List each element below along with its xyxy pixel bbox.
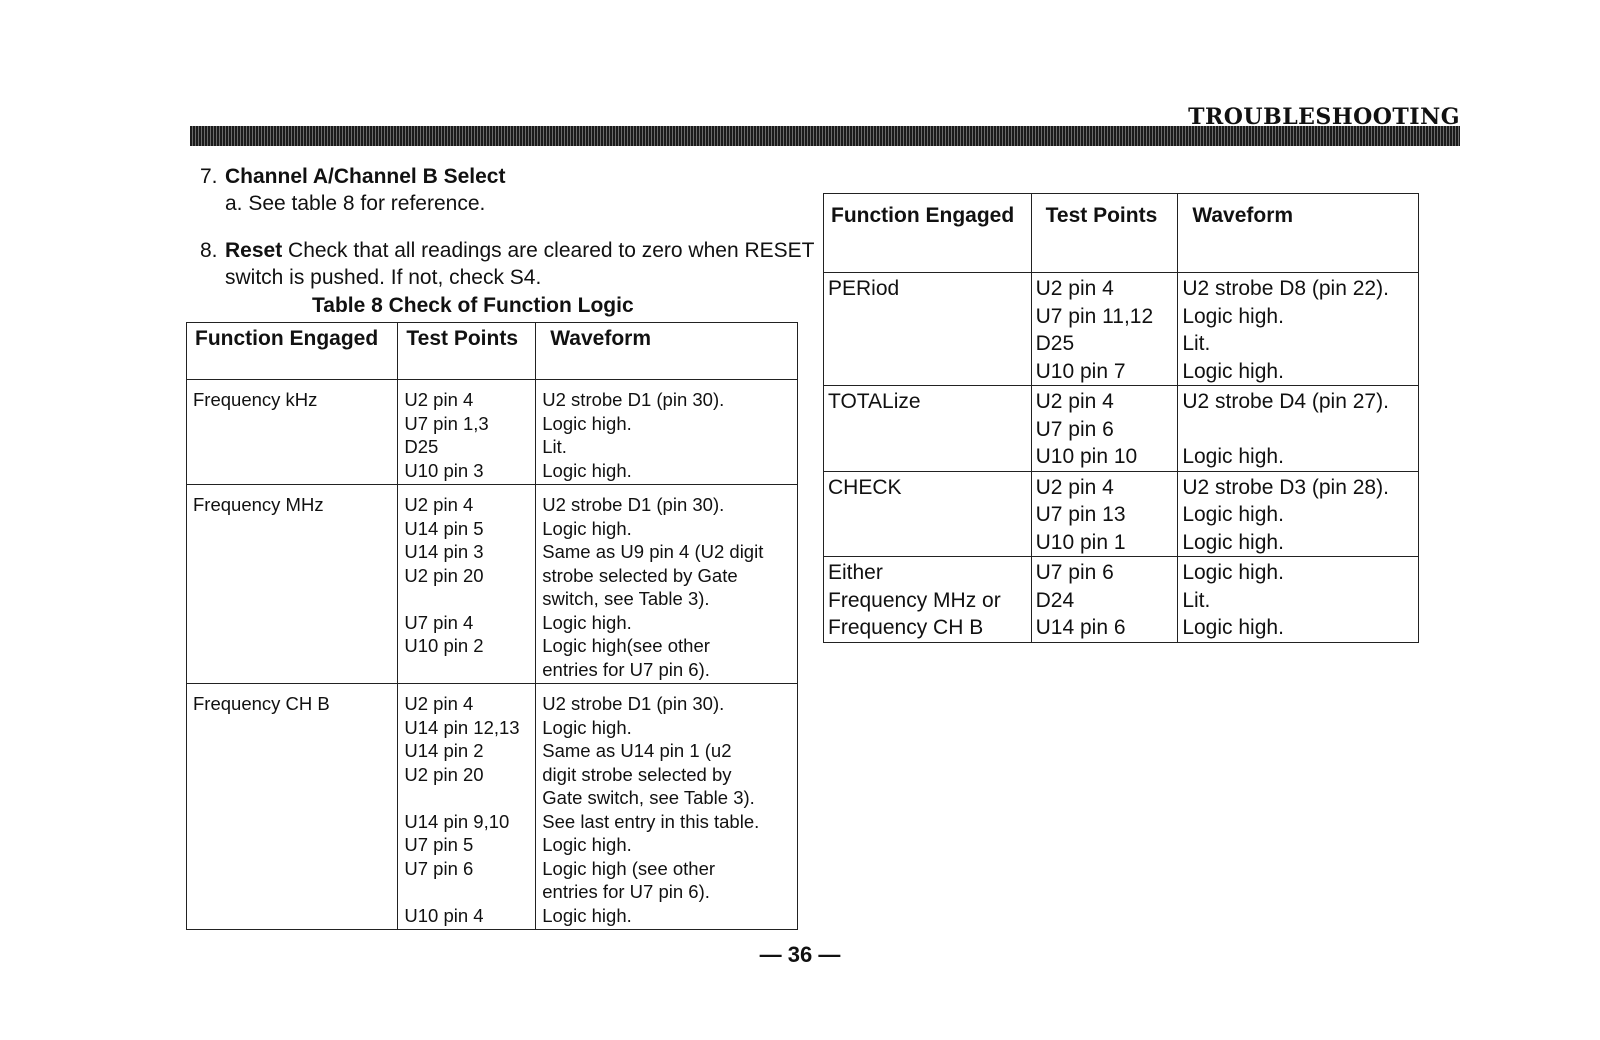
function-cell [824,273,1032,386]
cell-line: TOTALize [828,390,921,413]
cell-line: U7 pin 1,3 [404,412,489,434]
cell-line: Frequency MHz [193,494,324,515]
cell-line: Lit. [1182,588,1211,612]
cell-line: Frequency CH B [193,693,330,714]
cell-line: entries for U7 pin 6). [542,658,710,680]
table-row [187,380,798,485]
test-points-cell [398,485,536,684]
waveform-cell [1178,273,1419,386]
column-header-test-points: Test Points [398,323,536,380]
cell-line: U14 pin 6 [1035,616,1126,639]
table-header-row [187,323,798,380]
table-body [187,380,798,930]
waveform-cell [1178,471,1419,557]
cell-line: U2 pin 20 [404,564,484,586]
cell-line: Logic high. [1182,304,1284,328]
table-row [187,485,798,684]
cell-line: Logic high. [542,412,632,434]
cell-line: Logic high. [542,904,632,926]
function-logic-table-continued [823,193,1419,643]
cell-line [404,880,531,904]
table-caption: Table 8 Check of Function Logic [312,294,634,317]
cell-line: U10 pin 7 [1035,359,1126,383]
cell-line: Either [828,561,883,584]
cell-line: Logic high. [1182,359,1284,383]
cell-line: Logic high. [1182,561,1284,584]
cell-line: U7 pin 4 [404,611,474,633]
cell-line: See last entry in this table. [542,810,760,832]
cell-line: U2 pin 20 [404,763,484,785]
cell-line: Logic high. [1182,503,1284,526]
cell-line: D25 [1035,332,1075,355]
column-header-waveform: Waveform [1178,194,1419,273]
cell-line: U2 strobe D3 (pin 28). [1182,475,1389,499]
table-row [824,273,1419,386]
cell-line: U2 strobe D1 (pin 30). [542,693,725,714]
cell-line: U14 pin 2 [404,740,484,761]
cell-line: switch, see Table 3). [542,588,710,609]
cell-line: U10 pin 4 [404,904,484,926]
test-points-cell [398,684,536,930]
step-text: Check that all readings are cleared to zero when RESET switch is pushed. If not, check S4. [225,239,815,289]
cell-line: U2 pin 4 [1035,390,1114,413]
cell-line: Lit. [1182,332,1211,355]
column-header-test-points: Test Points [1031,194,1178,273]
cell-line: Logic high. [542,611,632,633]
test-points-cell [398,380,536,485]
cell-line: U10 pin 1 [1035,530,1126,554]
waveform-cell [536,485,798,684]
table-row [824,386,1419,472]
cell-line: U7 pin 6 [1035,417,1114,441]
cell-line: strobe selected by Gate [542,564,738,586]
cell-line: Frequency kHz [193,389,318,410]
page-number: — 36 — [759,942,841,967]
cell-line: Logic high(see other [542,635,710,656]
cell-line: Same as U9 pin 4 (U2 digit [542,541,764,562]
cell-line: U10 pin 2 [404,635,484,656]
step-7 [200,163,820,217]
function-cell [187,684,398,930]
cell-line: U14 pin 12,13 [404,716,520,738]
cell-line: U2 pin 4 [404,494,474,515]
cell-line: Logic high. [1182,530,1284,554]
cell-line: U14 pin 9,10 [404,810,510,832]
table-row [824,471,1419,557]
table-row [187,684,798,930]
cell-line: entries for U7 pin 6). [542,881,710,902]
cell-line: U7 pin 11,12 [1035,304,1154,328]
cell-line: U7 pin 6 [1035,561,1114,584]
cell-line: U14 pin 3 [404,541,484,562]
cell-line: U7 pin 6 [404,857,474,879]
step-subitem: a. See table 8 for reference. [225,192,486,215]
waveform-cell [536,380,798,485]
cell-line: U2 strobe D8 (pin 22). [1182,277,1389,300]
section-title: TROUBLESHOOTING [1188,104,1460,130]
cell-line [404,658,531,682]
cell-line: D25 [404,436,439,457]
cell-line: U2 strobe D1 (pin 30). [542,389,725,410]
step-number: 7. [200,165,218,188]
cell-line: Frequency CH B [828,616,984,639]
cell-line: U2 pin 4 [404,693,474,714]
cell-line: U2 pin 4 [404,389,474,410]
column-header-waveform: Waveform [536,323,798,380]
cell-line: Logic high. [1182,445,1284,468]
column-header-function: Function Engaged [187,323,398,380]
cell-line: Logic high (see other [542,857,716,879]
cell-line: U2 strobe D1 (pin 30). [542,494,725,515]
cell-line: U14 pin 5 [404,517,484,539]
function-logic-table [186,322,798,930]
step-title: Reset [225,239,283,262]
function-cell [187,380,398,485]
column-header-function: Function Engaged [824,194,1032,273]
cell-line: Same as U14 pin 1 (u2 [542,740,732,761]
test-points-cell [1031,557,1178,643]
cell-line: U2 pin 4 [1035,277,1114,300]
cell-line: U10 pin 3 [404,459,484,481]
waveform-cell [536,684,798,930]
cell-line: Logic high. [542,459,632,481]
cell-line: Logic high. [542,834,632,855]
waveform-cell [1178,557,1419,643]
cell-line: digit strobe selected by [542,763,732,785]
test-points-cell [1031,273,1178,386]
cell-line: U7 pin 5 [404,834,474,855]
waveform-cell [1178,386,1419,472]
step-8 [200,237,820,291]
table-body [824,273,1419,643]
test-points-cell [1031,386,1178,472]
cell-line [404,587,531,611]
function-cell [824,471,1032,557]
test-points-cell [1031,471,1178,557]
cell-line: PERiod [828,277,900,300]
cell-line: CHECK [828,475,902,499]
cell-line: Gate switch, see Table 3). [542,787,755,808]
instruction-steps [200,163,820,291]
table-header-row [824,194,1419,273]
cell-line: U10 pin 10 [1035,445,1138,468]
function-cell [824,557,1032,643]
cell-line: Logic high. [542,517,632,539]
cell-line: U7 pin 13 [1035,503,1126,526]
step-title: Channel A/Channel B Select [225,165,506,188]
step-number: 8. [200,239,218,262]
cell-line: Frequency MHz or [828,588,1001,612]
function-cell [824,386,1032,472]
function-cell [187,485,398,684]
cell-line: Logic high. [1182,616,1284,639]
cell-line: D24 [1035,588,1075,612]
table-row [824,557,1419,643]
cell-line [1182,416,1414,444]
cell-line [404,786,531,810]
cell-line: Logic high. [542,716,632,738]
cell-line: U2 strobe D4 (pin 27). [1182,390,1389,413]
cell-line: Lit. [542,436,567,457]
cell-line: U2 pin 4 [1035,475,1114,499]
